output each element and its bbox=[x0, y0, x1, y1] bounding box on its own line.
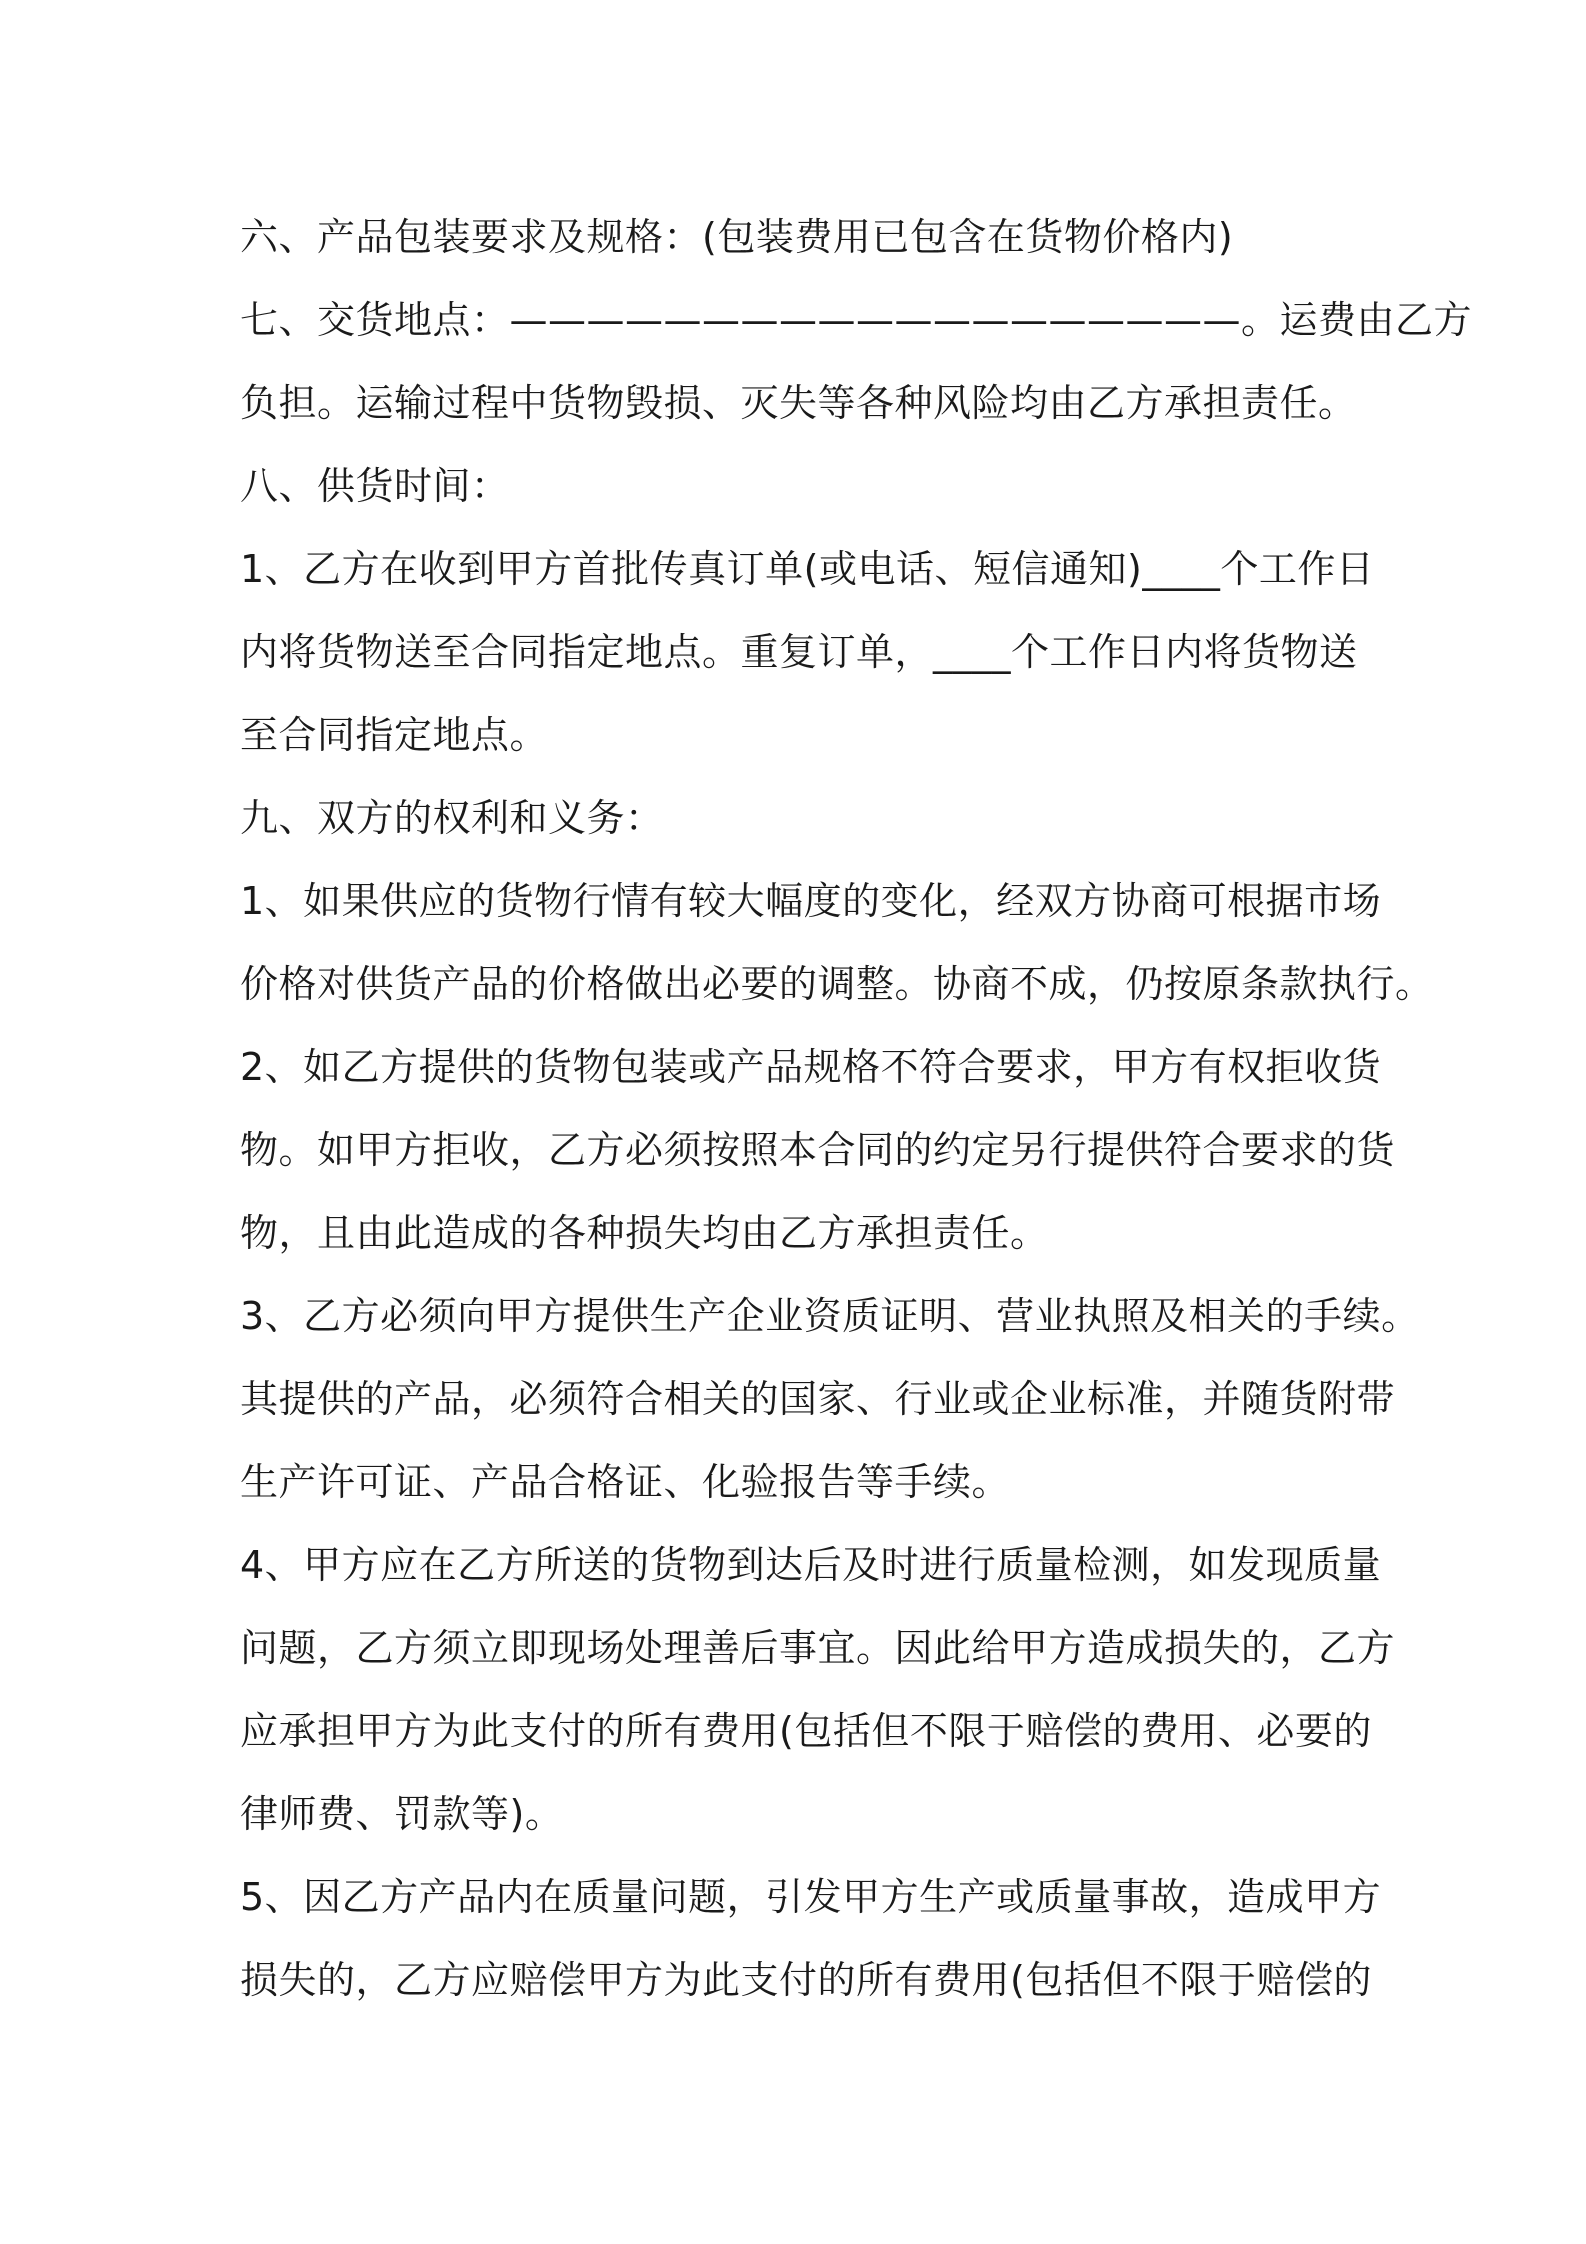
section-9-item-3: 3、乙方必须向甲方提供生产企业资质证明、营业执照及相关的手续。 bbox=[240, 1294, 1420, 1338]
section-8-item-1-cont: 至合同指定地点。 bbox=[240, 713, 549, 757]
section-9-item-1-cont: 价格对供货产品的价格做出必要的调整。协商不成，仍按原条款执行。 bbox=[240, 962, 1434, 1006]
section-8-item-1: 1、乙方在收到甲方首批传真订单(或电话、短信通知)____个工作日 bbox=[240, 547, 1375, 591]
section-9-item-2-cont: 物。如甲方拒收，乙方必须按照本合同的约定另行提供符合要求的货 bbox=[240, 1128, 1396, 1172]
section-9-item-4: 4、甲方应在乙方所送的货物到达后及时进行质量检测，如发现质量 bbox=[240, 1543, 1382, 1587]
section-9-item-2-cont: 物，且由此造成的各种损失均由乙方承担责任。 bbox=[240, 1211, 1049, 1255]
section-9-heading: 九、双方的权利和义务： bbox=[240, 796, 664, 840]
section-9-item-4-cont: 问题，乙方须立即现场处理善后事宜。因此给甲方造成损失的，乙方 bbox=[240, 1626, 1396, 1670]
section-8-item-1-cont: 内将货物送至合同指定地点。重复订单，____个工作日内将货物送 bbox=[240, 630, 1358, 674]
section-9-item-5: 5、因乙方产品内在质量问题，引发甲方生产或质量事故，造成甲方 bbox=[240, 1875, 1382, 1919]
section-9-item-4-cont: 律师费、罚款等)。 bbox=[240, 1792, 564, 1836]
section-8-heading: 八、供货时间： bbox=[240, 464, 510, 508]
section-9-item-1: 1、如果供应的货物行情有较大幅度的变化，经双方协商可根据市场 bbox=[240, 879, 1382, 923]
section-7-heading: 七、交货地点：———————————————————。运费由乙方 bbox=[240, 298, 1473, 342]
section-9-item-3-cont: 其提供的产品，必须符合相关的国家、行业或企业标准，并随货附带 bbox=[240, 1377, 1396, 1421]
contract-text bbox=[240, 196, 1473, 2022]
section-9-item-2: 2、如乙方提供的货物包装或产品规格不符合要求，甲方有权拒收货 bbox=[240, 1045, 1382, 1089]
section-7-text: 负担。运输过程中货物毁损、灭失等各种风险均由乙方承担责任。 bbox=[240, 381, 1357, 425]
section-6-heading: 六、产品包装要求及规格：(包装费用已包含在货物价格内) bbox=[240, 215, 1234, 259]
section-9-item-4-cont: 应承担甲方为此支付的所有费用(包括但不限于赔偿的费用、必要的 bbox=[240, 1709, 1372, 1753]
section-9-item-3-cont: 生产许可证、产品合格证、化验报告等手续。 bbox=[240, 1460, 1011, 1504]
section-9-item-5-cont: 损失的，乙方应赔偿甲方为此支付的所有费用(包括但不限于赔偿的 bbox=[240, 1958, 1372, 2002]
